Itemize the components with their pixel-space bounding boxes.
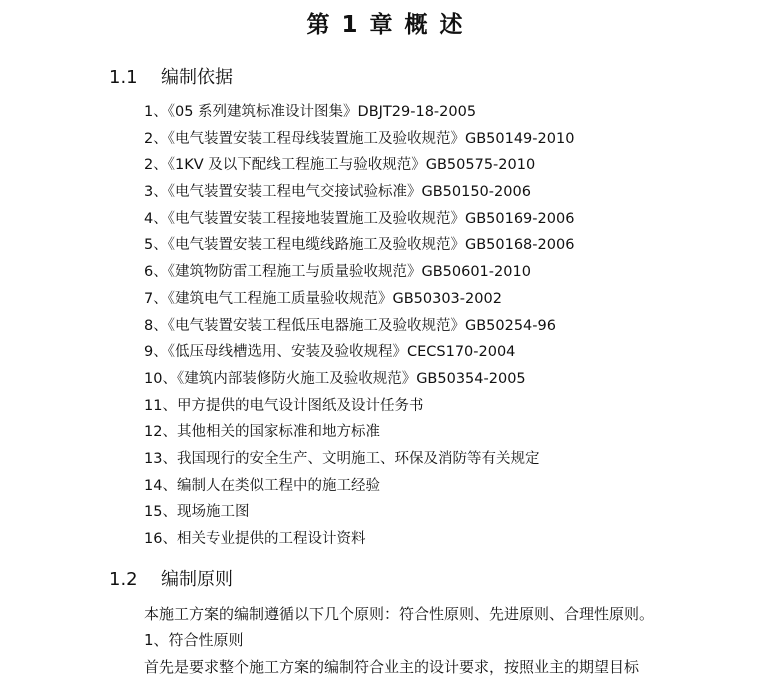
list-item: 10、《建筑内部装修防火施工及验收规范》GB50354-2005	[144, 370, 526, 387]
list-item: 3、《电气装置安装工程电气交接试验标准》GB50150-2006	[144, 184, 531, 201]
list-item: 9、《低压母线槽选用、安装及验收规程》CECS170-2004	[144, 344, 516, 361]
section-number: 1.1	[109, 67, 138, 88]
list-item: 14、编制人在类似工程中的施工经验	[144, 477, 380, 494]
section-title: 编制原则	[161, 569, 233, 590]
section-number: 1.2	[109, 569, 138, 590]
list-item: 12、其他相关的国家标准和地方标准	[144, 424, 380, 441]
list-item: 4、《电气装置安装工程接地装置施工及验收规范》GB50169-2006	[144, 210, 575, 227]
list-item: 2、《1KV 及以下配线工程施工与验收规范》GB50575-2010	[144, 157, 536, 174]
list-item: 6、《建筑物防雷工程施工与质量验收规范》GB50601-2010	[144, 264, 531, 281]
section-heading-principles	[109, 565, 233, 591]
list-item: 5、《电气装置安装工程电缆线路施工及验收规范》GB50168-2006	[144, 237, 575, 254]
list-item: 16、相关专业提供的工程设计资料	[144, 531, 366, 547]
list-item: 1、《05 系列建筑标准设计图集》DBJT29-18-2005	[144, 104, 477, 120]
principles-intro: 本施工方案的编制遵循以下几个原则：符合性原则、先进原则、合理性原则。	[144, 605, 655, 623]
principle-subheading: 1、符合性原则	[144, 631, 244, 649]
list-item: 8、《电气装置安装工程低压电器施工及验收规范》GB50254-96	[144, 317, 556, 334]
list-item: 15、现场施工图	[144, 504, 250, 521]
list-item: 13、我国现行的安全生产、文明施工、环保及消防等有关规定	[144, 450, 540, 467]
list-item: 2、《电气装置安装工程母线装置施工及验收规范》GB50149-2010	[144, 130, 575, 147]
chapter-title: 第 1 章 概 述	[306, 12, 465, 38]
list-item: 11、甲方提供的电气设计图纸及设计任务书	[144, 397, 424, 414]
list-item: 7、《建筑电气工程施工质量验收规范》GB50303-2002	[144, 290, 502, 307]
reference-list	[144, 102, 574, 556]
principle-paragraph: 首先是要求整个施工方案的编制符合业主的设计要求，按照业主的期望目标	[144, 658, 640, 676]
section-title: 编制依据	[161, 67, 233, 88]
section-heading-basis	[109, 63, 233, 89]
